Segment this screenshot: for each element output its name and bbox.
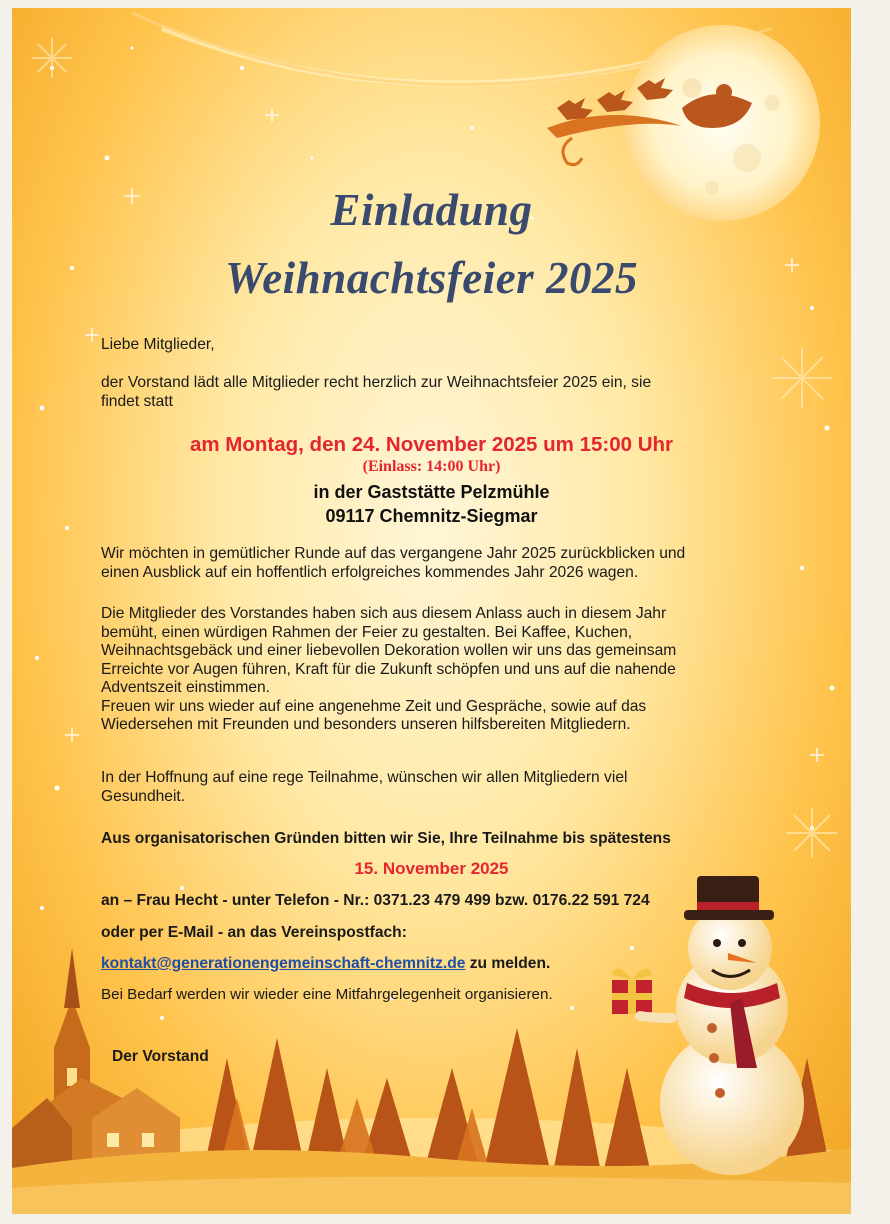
- text-line: Freuen wir uns wieder auf eine angenehme Zeit und Gespräche, sowie auf das: [101, 697, 647, 715]
- invitation-sheet: [12, 8, 851, 1214]
- venue-address: 09117 Chemnitz-Siegmar: [325, 506, 538, 526]
- text-line: einen Ausblick auf ein hoffentlich erfolgreiches kommendes Jahr 2026 wagen.: [101, 563, 639, 581]
- email-intro: oder per E-Mail - an das Vereinspostfach:: [101, 924, 407, 941]
- paragraph-wishes: [101, 769, 801, 806]
- event-date: am Montag, den 24. November 2025 um 15:00 Uhr: [189, 433, 674, 456]
- ride-offer: Bei Bedarf werden wir wieder eine Mitfahrgelegenheit organisieren.: [101, 986, 553, 1003]
- text-line: Gesundheit.: [101, 787, 186, 805]
- email-suffix: zu melden.: [465, 955, 551, 972]
- email-link[interactable]: kontakt@generationengemeinschaft-chemnitz.de: [101, 955, 466, 972]
- intro-line-1: der Vorstand lädt alle Mitglieder recht herzlich zur Weihnachtsfeier 2025 ein, sie: [101, 374, 652, 391]
- rsvp-request: Aus organisatorischen Gründen bitten wir Sie, Ihre Teilnahme bis spätestens: [101, 830, 671, 847]
- rsvp-deadline: 15. November 2025: [354, 859, 509, 878]
- paragraph-review: [101, 545, 801, 582]
- signature: Der Vorstand: [112, 1048, 209, 1065]
- admission-time: (Einlass: 14:00 Uhr): [362, 458, 501, 475]
- intro-line-2: findet statt: [101, 392, 173, 410]
- text-line: In der Hoffnung auf eine rege Teilnahme, wünschen wir allen Mitgliedern viel: [101, 769, 628, 786]
- paragraph-details: [101, 605, 801, 735]
- title-line-2: Weihnachtsfeier 2025: [225, 253, 638, 303]
- title-line-1: Einladung: [330, 185, 533, 235]
- text-line: Wiedersehen mit Freunden und besonders unseren hilfsbereiten Mitgliedern.: [101, 716, 631, 733]
- venue-name: in der Gaststätte Pelzmühle: [313, 482, 550, 502]
- phone-contact: an – Frau Hecht - unter Telefon - Nr.: 0371.23 479 499 bzw. 0176.22 591 724: [101, 892, 650, 909]
- intro-paragraph: [101, 374, 801, 411]
- text-line: Die Mitglieder des Vorstandes haben sich aus diesem Anlass auch in diesem Jahr: [101, 605, 667, 622]
- text-line: Wir möchten in gemütlicher Runde auf das vergangene Jahr 2025 zurückblicken und: [101, 545, 686, 562]
- text-line: Erreichte vor Augen führen, Kraft für die Zukunft schöpfen und uns auf die nahende: [101, 660, 676, 678]
- text-line: bemüht, einen würdigen Rahmen der Feier zu gestalten. Bei Kaffee, Kuchen,: [101, 623, 633, 641]
- email-line: [101, 955, 641, 974]
- text-line: Adventszeit einstimmen.: [101, 679, 271, 696]
- text-line: Weihnachtsgebäck und einer liebevollen Dekoration wollen wir uns das gemeinsam: [101, 642, 677, 659]
- greeting: Liebe Mitglieder,: [101, 336, 215, 353]
